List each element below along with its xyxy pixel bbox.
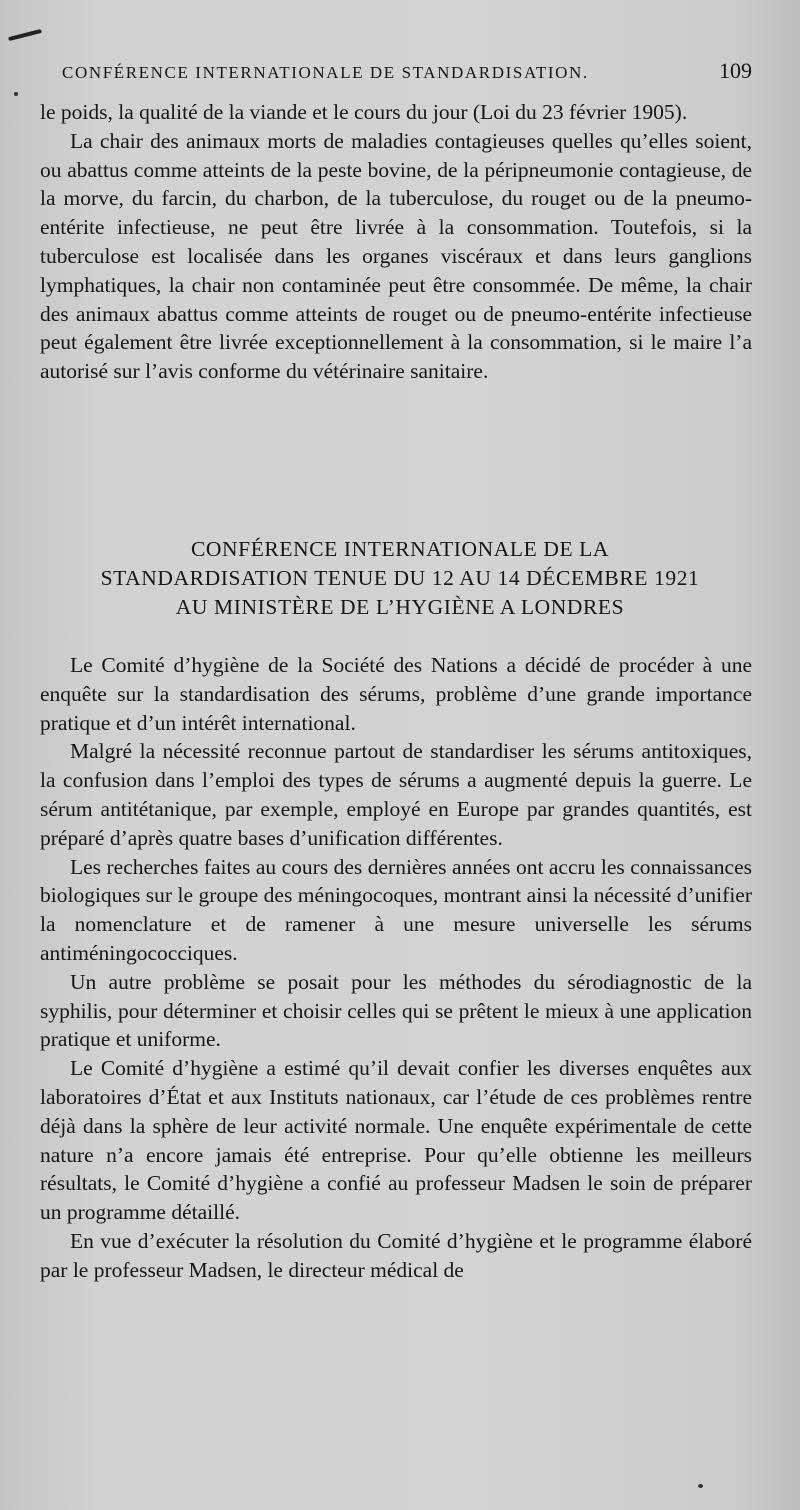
ink-speck xyxy=(698,1484,703,1488)
paragraph: Les recherches faites au cours des dernières années ont accru les connaissances biologiques sur le groupe des méningocoques, montrant ainsi la nécessité d’unifier la nomenclature et de ramener à une mesure universelle les sérums antiméningococciques. xyxy=(40,854,752,965)
paragraph: Le Comité d’hygiène de la Société des Nations a décidé de procéder à une enquête sur la standardisation des sérums, problème d’une grande importance pratique et d’un intérêt international. xyxy=(40,653,752,735)
ink-speck xyxy=(14,92,18,96)
heading-line: CONFÉRENCE INTERNATIONALE DE LA xyxy=(190,537,610,561)
paragraph: Le Comité d’hygiène a estimé qu’il devait confier les diverses enquêtes aux laboratoires d’État et aux Instituts nationaux, car l’étude de ces problèmes rentre déjà dans la sphère de leur activité normale. Une enquête expérimentale de cette nature n’a encore jamais été entreprise. Pour qu’elle obtienne les meilleurs résultats, le Comité d’hygiène a confié au professeur Madsen le soin de préparer un programme détaillé. xyxy=(40,1056,752,1225)
section-text-block xyxy=(40,651,752,1285)
page-number: 109 xyxy=(719,58,752,83)
paragraph: Un autre problème se posait pour les méthodes du sérodiagnostic de la syphilis, pour déterminer et choisir celles qui se prêtent le mieux à une application pratique et uniforme. xyxy=(40,969,752,1052)
ink-mark xyxy=(8,29,42,41)
section-heading xyxy=(30,535,770,622)
top-text-block xyxy=(40,98,752,386)
paragraph: le poids, la qualité de la viande et le cours du jour (Loi du 23 février 1905). xyxy=(40,100,688,124)
heading-line: STANDARDISATION TENUE DU 12 AU 14 DÉCEMBRE 1921 xyxy=(100,566,700,590)
running-header xyxy=(62,58,752,84)
paragraph: La chair des animaux morts de maladies contagieuses quelles qu’elles soient, ou abattus comme atteints de la peste bovine, de la péripneumonie contagieuse, de la morve, du farcin, du charbon, de la tuberculose, du rouget ou de la pneumo-entérite infectieuse, ne peut être livrée à la consommation. Toutefois, si la tuberculose est localisée dans les organes viscéraux et dans leurs ganglions lymphatiques, la chair non contaminée peut être consommée. De même, la chair des animaux abattus comme atteints de rouget ou de pneumo-entérite infectieuse peut également être livrée exceptionnellement à la consommation, si le maire l’a autorisé sur l’avis conforme du vétérinaire sanitaire. xyxy=(40,128,752,384)
heading-line: AU MINISTÈRE DE L’HYGIÈNE A LONDRES xyxy=(175,595,625,619)
paragraph: Malgré la nécessité reconnue partout de standardiser les sérums antitoxiques, la confusion dans l’emploi des types de sérums a augmenté depuis la guerre. Le sérum antitétanique, par exemple, employé en Europe par grandes quantités, est préparé d’après quatre bases d’unification différentes. xyxy=(40,739,752,850)
running-title: CONFÉRENCE INTERNATIONALE DE STANDARDISATION. xyxy=(62,63,589,82)
paragraph: En vue d’exécuter la résolution du Comité d’hygiène et le programme élaboré par le professeur Madsen, le directeur médical de xyxy=(40,1228,752,1282)
